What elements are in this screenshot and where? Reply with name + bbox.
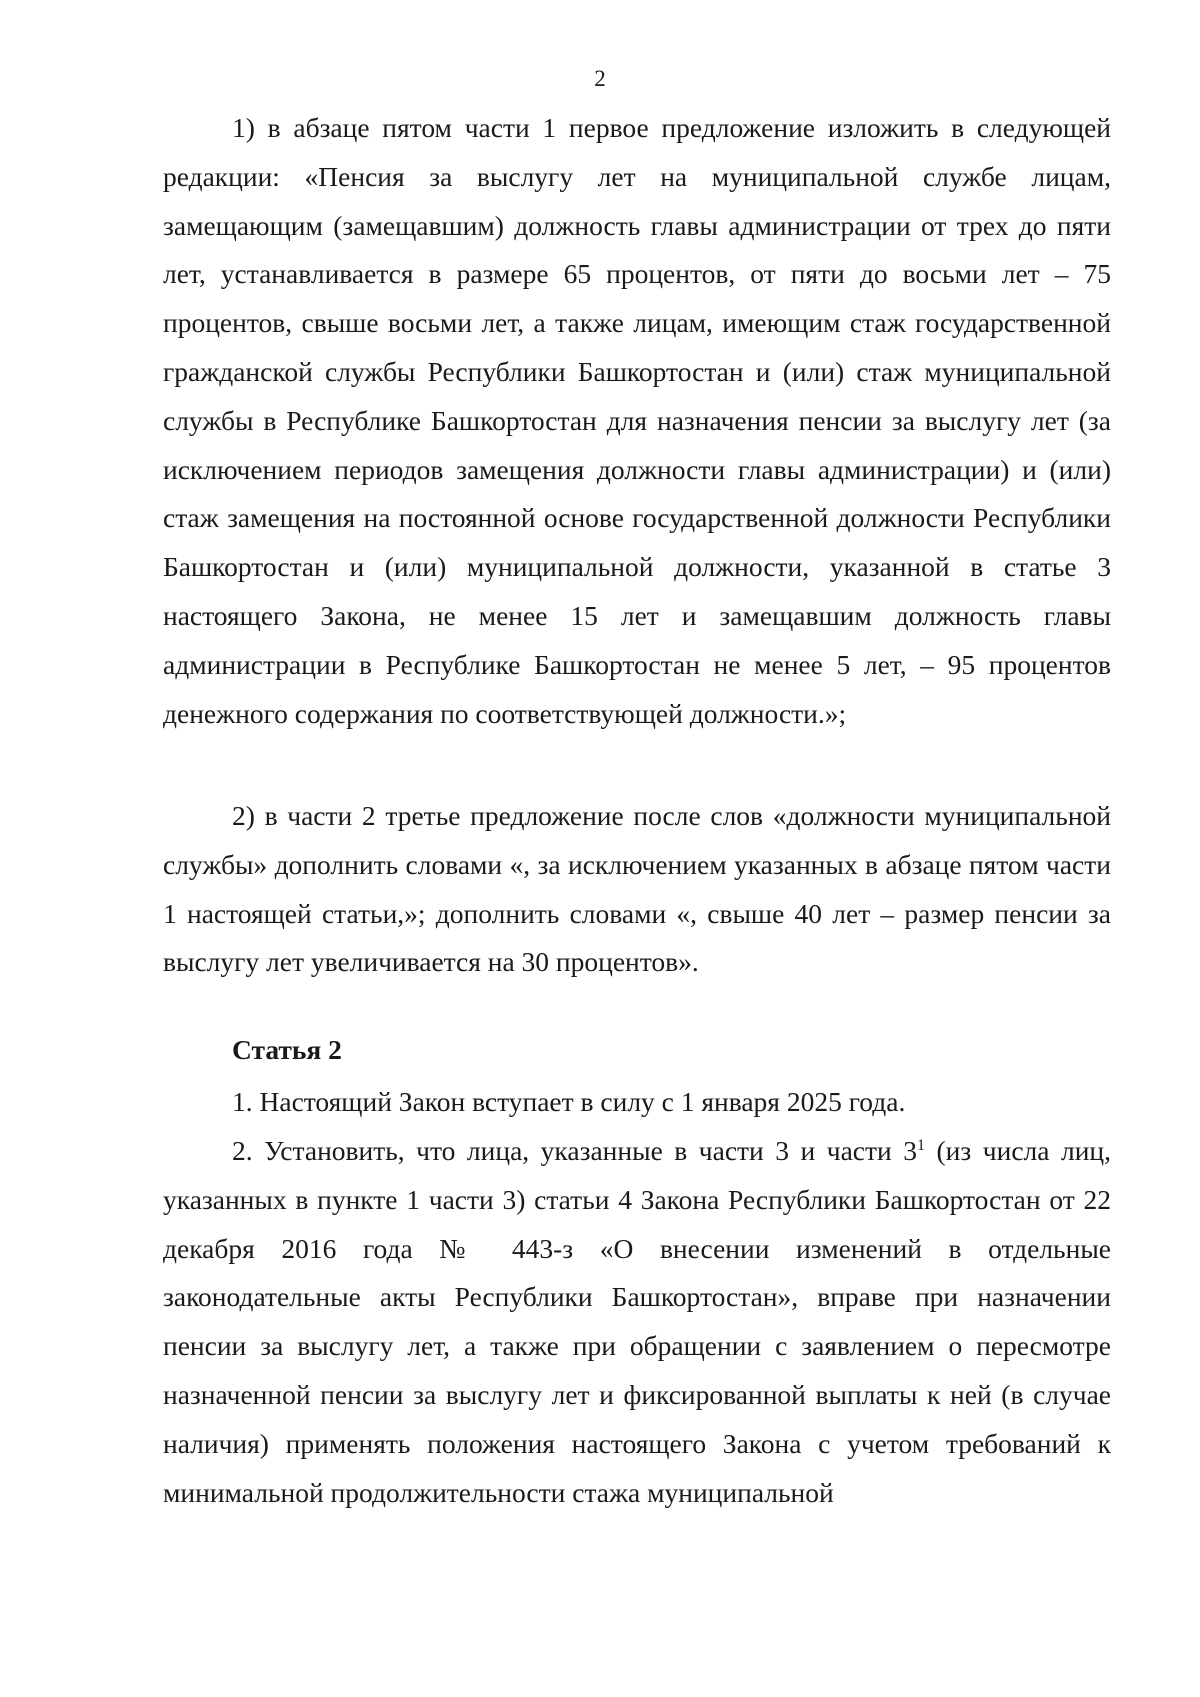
clause-2-start: 2. Установить, что лица, указанные в части 3 и части 3 — [232, 1135, 918, 1166]
amendment-item-1 — [163, 104, 1111, 738]
amendment-item-1-text: 1) в абзаце пятом части 1 первое предложение изложить в следующей редакции: «Пенсия за выслугу лет на муниципальной службе лицам, замещающим (замещавшим) должность главы администрации от трех до пяти лет, устанавливается в размере 65 процентов, от пяти до восьми лет – 75 процентов, свыше восьми лет, а также лицам, имеющим стаж государственной гражданской службы Республики Башкортостан и (или) стаж муниципальной службы в Республике Башкортостан для назначения пенсии за выслугу лет (за исключением периодов замещения должности главы администрации) и (или) стаж замещения на постоянной основе государственной должности Республики Башкортостан и (или) муниципальной должности, указанной в статье 3 настоящего Закона, не менее 15 лет и замещавшим должность главы администрации в Республике Башкортостан не менее 5 лет, – 95 процентов денежного содержания по соответствующей должности.»; — [163, 112, 1111, 729]
amendment-item-2-text: 2) в части 2 третье предложение после слов «должности муниципальной службы» дополнить словами «, за исключением указанных в абзаце пятом части 1 настоящей статьи,»; дополнить словами «, свыше 40 лет – размер пенсии за выслугу лет увеличивается на 30 процентов». — [163, 800, 1111, 978]
article-2-clause-1 — [163, 1078, 1111, 1127]
page-number: 2 — [594, 66, 606, 91]
article-2-heading: Статья 2 — [232, 1034, 342, 1065]
clause-2-superscript: 1 — [917, 1137, 926, 1154]
article-2-clause-1-text: 1. Настоящий Закон вступает в силу с 1 января 2025 года. — [232, 1086, 906, 1117]
clause-2-rest: (из числа лиц, указанных в пункте 1 части 3) статьи 4 Закона Республики Башкортостан от 22 декабря 2016 года № 443-з «О внесении изменений в отдельные законодательные акты Республики Башкортостан», вправе при назначении пенсии за выслугу лет, а также при обращении с заявлением о пересмотре назначенной пенсии за выслугу лет и фиксированной выплаты к ней (в случае наличия) применять положения настоящего Закона с учетом требований к минимальной продолжительности стажа муниципальной — [163, 1135, 1112, 1508]
article-2-clause-2 — [163, 1127, 1111, 1517]
amendment-item-2 — [163, 792, 1111, 987]
article-2-clause-2-text — [163, 1127, 1111, 1517]
